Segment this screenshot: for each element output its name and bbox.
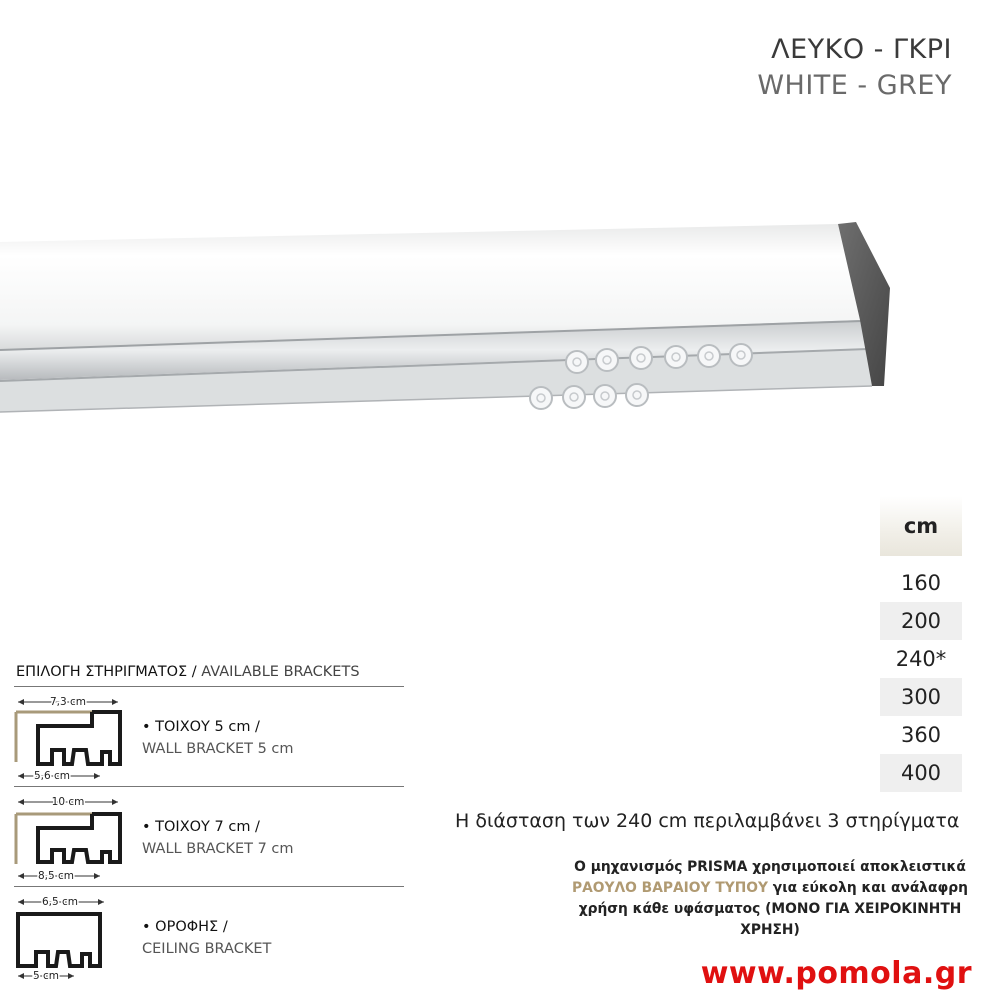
bracket-3-label-english: CEILING BRACKET: [142, 941, 272, 957]
size-row-160: 160: [900, 571, 942, 595]
divider: [14, 786, 404, 787]
wall-bracket-5cm-label: [142, 716, 294, 760]
bracket-2-dim-top: 10 cm: [51, 796, 85, 808]
bracket-1-dim-top: 7,3 cm: [49, 696, 87, 708]
bracket-1-label-greek: • ΤΟΙΧΟΥ 5 cm /: [142, 719, 260, 735]
mechanism-note-part2: για εύκολη και ανάλαφρη χρήση κάθε υφάσματος (ΜΟΝΟ ΓΙΑ ΧΕΙΡΟΚΙΝΗΤΗ ΧΡΗΣΗ): [578, 880, 969, 938]
divider: [14, 886, 404, 887]
size-table-header: cm: [880, 496, 962, 556]
curtain-rail-image: [0, 200, 1000, 460]
ceiling-bracket-label: [142, 916, 271, 960]
mechanism-note-part1: Ο μηχανισμός PRISMA χρησιμοποιεί αποκλειστικά: [574, 859, 966, 875]
bracket-3-dim-bottom: 5 cm: [32, 970, 60, 982]
wall-bracket-7cm-diagram: [12, 790, 132, 884]
title-greek: ΛΕΥΚΟ - ΓΚΡΙ: [771, 34, 952, 65]
size-table: [880, 496, 962, 792]
size-row-360: 360: [900, 723, 942, 747]
website-link[interactable]: www.pomola.gr: [700, 956, 972, 991]
size-row-240: 240*: [895, 647, 947, 671]
bracket-1-dim-bottom: 5,6 cm: [33, 770, 71, 782]
bracket-2-label-english: WALL BRACKET 7 cm: [142, 841, 294, 857]
bracket-2-dim-bottom: 8,5 cm: [37, 870, 75, 882]
size-row-300: 300: [880, 678, 962, 716]
brackets-heading-english: AVAILABLE BRACKETS: [201, 664, 360, 680]
wall-bracket-7cm-label: [142, 816, 294, 860]
ceiling-bracket-diagram: [12, 890, 132, 984]
bracket-2-label-greek: • ΤΟΙΧΟΥ 7 cm /: [142, 819, 260, 835]
title-english: WHITE - GREY: [757, 70, 952, 101]
size-row-200: 200: [880, 602, 962, 640]
bracket-3-dim-top: 6,5 cm: [41, 896, 79, 908]
wall-bracket-5cm-diagram: [12, 690, 132, 784]
mechanism-note: [560, 857, 980, 941]
size-row-400: 400: [880, 754, 962, 792]
size-note: Η διάσταση των 240 cm περιλαμβάνει 3 στηρίγματα: [455, 810, 960, 832]
brackets-heading-greek: ΕΠΙΛΟΓΗ ΣΤΗΡΙΓΜΑΤΟΣ /: [16, 664, 202, 680]
bracket-1-label-english: WALL BRACKET 5 cm: [142, 741, 294, 757]
brackets-heading: [16, 664, 360, 680]
mechanism-highlight: ΡΑΟΥΛΟ ΒΑΡΑΙΟΥ ΤΥΠΟΥ: [571, 880, 768, 896]
divider: [14, 686, 404, 687]
bracket-3-label-greek: • ΟΡΟΦΗΣ /: [142, 919, 228, 935]
